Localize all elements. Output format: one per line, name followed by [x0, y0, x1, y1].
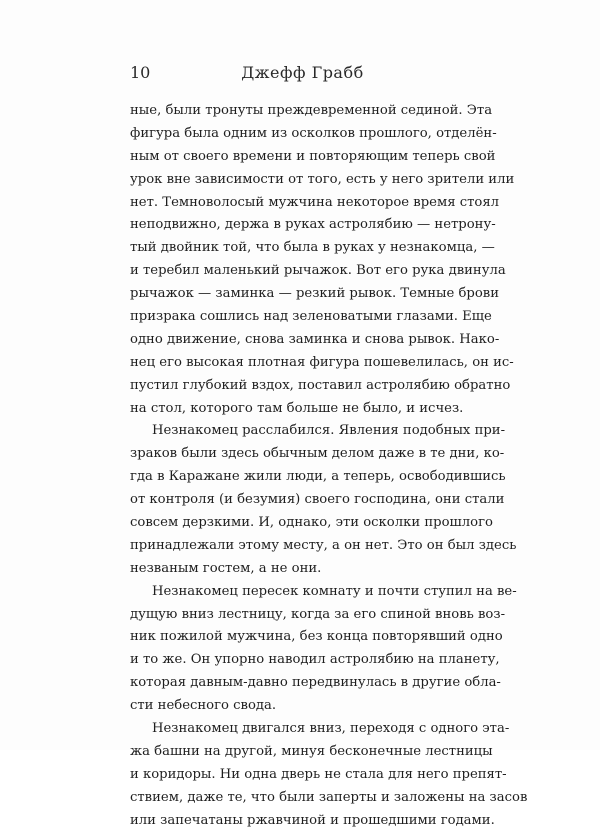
text-line: незваным гостем, а не они.	[130, 560, 322, 576]
text-line: Незнакомец двигался вниз, переходя с одного эта-	[152, 721, 510, 737]
text-line: ные, были тронуты преждевременной сединой. Эта	[130, 103, 493, 118]
text-line: которая давным-давно передвинулась в другие обла-	[130, 675, 501, 691]
text-line: ным от своего времени и повторяющим теперь свой	[130, 148, 496, 164]
text-line: неподвижно, держа в руках астролябию — нетрону-	[130, 217, 496, 233]
text-line: Незнакомец пересек комнату и почти ступил на ве-	[152, 583, 517, 599]
text-line: или запечатаны ржавчиной и прошедшими годами.	[130, 812, 495, 828]
paragraph	[130, 420, 517, 580]
text-line: урок вне зависимости от того, есть у него зрители или	[130, 171, 515, 187]
text-line: призрака сошлись над зеленоватыми глазами. Еще	[130, 309, 492, 325]
text-line: дущую вниз лестницу, когда за его спиной вновь воз-	[130, 606, 506, 622]
text-line: гда в Каражане жили люди, а теперь, освободившись	[130, 469, 506, 485]
text-line: принадлежали этому месту, а он нет. Это он был здесь	[130, 537, 517, 553]
text-line: на стол, которого там больше не было, и исчез.	[130, 400, 464, 416]
text-line: фигура была одним из осколков прошлого, отделён-	[130, 125, 497, 141]
text-line: пустил глубокий вздох, поставил астролябию обратно	[130, 377, 511, 393]
text-line: ник пожилой мужчина, без конца повторявший одно	[130, 629, 503, 645]
text-line: рычажок — заминка — резкий рывок. Темные брови	[130, 286, 500, 302]
text-line: тый двойник той, что была в руках у незнакомца, —	[130, 240, 495, 256]
running-title: Джефф Грабб	[241, 63, 364, 82]
text-line: и теребил маленький рычажок. Вот его рука двинула	[130, 263, 506, 279]
text-line: совсем дерзкими. И, однако, эти осколки прошлого	[130, 515, 493, 531]
text-line: жа башни на другой, минуя бесконечные лестницы	[130, 743, 493, 759]
paragraph	[130, 100, 515, 420]
paragraph	[130, 581, 517, 718]
page-number: 10	[130, 63, 151, 82]
text-line: от контроля (и безумия) своего господина, они стали	[130, 492, 505, 508]
text-line: нец его высокая плотная фигура пошевелилась, он ис-	[130, 354, 514, 370]
text-line: ствием, даже те, что были заперты и заложены на засов	[130, 789, 528, 805]
text-line: и коридоры. Ни одна дверь не стала для него препят-	[130, 766, 507, 782]
text-line: зраков были здесь обычным делом даже в те дни, ко-	[130, 446, 505, 462]
text-line: одно движение, снова заминка и снова рывок. Нако-	[130, 331, 500, 347]
body-text	[130, 100, 528, 833]
text-line: нет. Темноволосый мужчина некоторое время стоял	[130, 194, 500, 210]
page-header	[130, 63, 475, 87]
text-line: сти небесного свода.	[130, 698, 277, 714]
text-line: и то же. Он упорно наводил астролябию на планету,	[130, 652, 500, 668]
paragraph	[130, 718, 528, 832]
text-line: Незнакомец расслабился. Явления подобных при-	[152, 423, 506, 439]
